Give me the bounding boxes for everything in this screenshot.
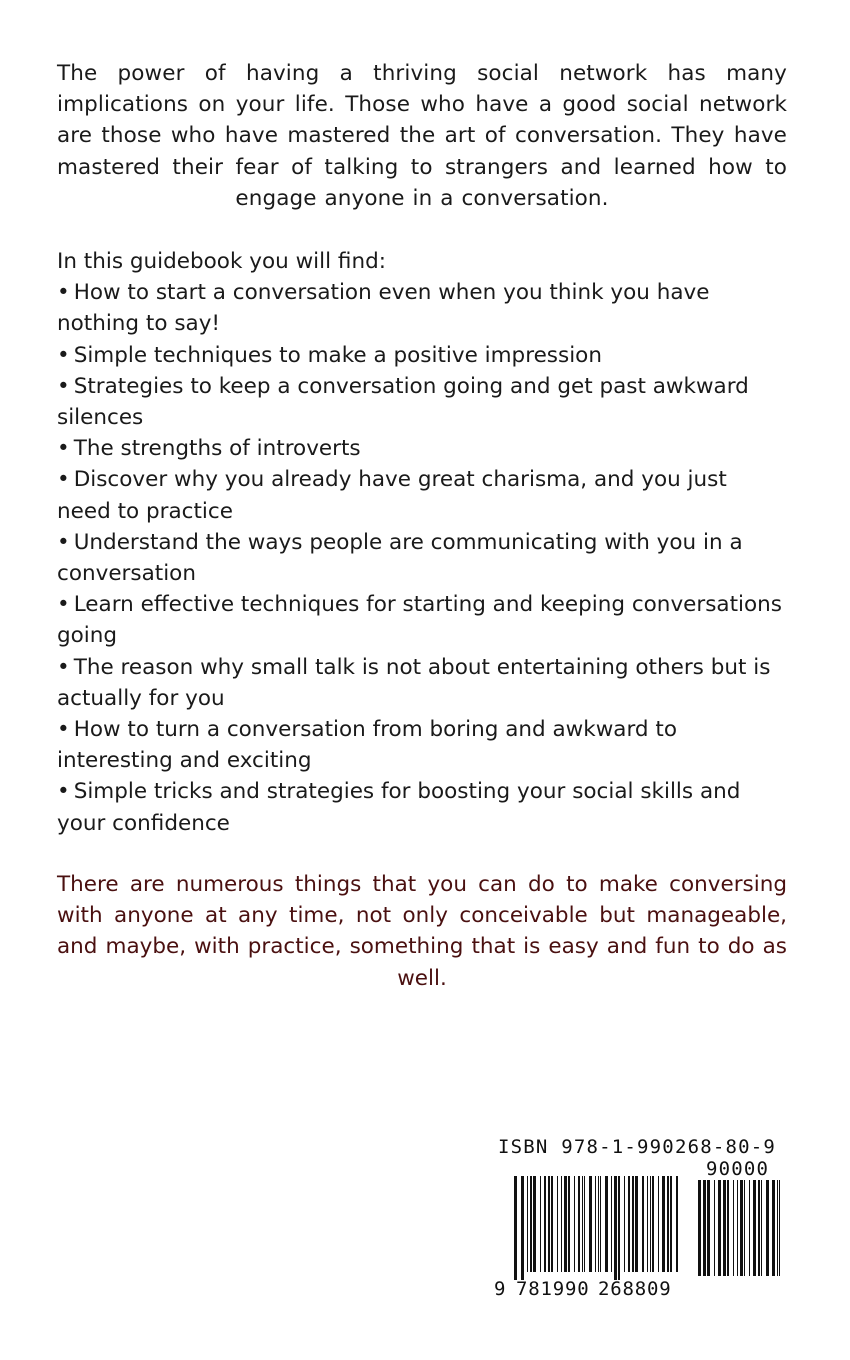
list-item-text: Understand the ways people are communicating with you in a conversation (57, 529, 743, 587)
barcode-left-digits: 781990 (516, 1278, 590, 1300)
list-item (57, 714, 787, 776)
barcode-bar (611, 1176, 612, 1272)
barcode-bar (749, 1180, 750, 1276)
barcode-bar (662, 1176, 665, 1272)
barcode-bar (642, 1176, 644, 1272)
bullet-icon: • (57, 592, 70, 618)
barcode-bar (600, 1176, 601, 1272)
barcode-main-bars (514, 1176, 678, 1280)
list-item-text: Simple tricks and strategies for boosting your social skills and your confidence (57, 779, 741, 836)
barcode-bar (753, 1180, 756, 1276)
barcode-first-digit: 9 (494, 1278, 506, 1300)
barcode-bar (635, 1176, 638, 1272)
barcode-bar (548, 1176, 550, 1272)
barcode-bar (514, 1176, 517, 1280)
guide-list (57, 277, 787, 839)
barcode-bar (647, 1176, 648, 1272)
bullet-icon: • (57, 436, 70, 462)
barcode-bar (650, 1176, 651, 1272)
list-item-text: Strategies to keep a conversation going and get past awkward silences (57, 373, 749, 431)
guide-heading: In this guidebook you will find: (57, 249, 386, 274)
list-item-text: The strengths of introverts (73, 436, 361, 462)
bullet-icon: • (57, 717, 70, 743)
barcode-bar (652, 1176, 654, 1272)
barcode-bar (779, 1180, 780, 1276)
barcode-bar (551, 1176, 553, 1272)
barcode-bar (676, 1176, 678, 1272)
barcode-bar (667, 1176, 669, 1272)
isbn-label: ISBN 978-1-990268-80-9 (498, 1136, 777, 1158)
barcode-bar (632, 1176, 634, 1272)
barcode-bar (718, 1180, 721, 1276)
barcode-bar (737, 1180, 738, 1276)
barcode-bar (777, 1180, 778, 1276)
barcode-bar (628, 1176, 630, 1272)
bullet-icon: • (57, 280, 70, 306)
barcode-bar (744, 1180, 745, 1276)
list-item (57, 277, 787, 339)
barcode-bar (703, 1180, 706, 1276)
barcode-bar (544, 1176, 546, 1272)
guide-section (57, 246, 787, 839)
bullet-icon: • (57, 373, 70, 399)
barcode-bar (574, 1176, 575, 1272)
barcode-bar (568, 1176, 570, 1272)
list-item-text: The reason why small talk is not about entertaining others but is actually for you (57, 654, 771, 711)
barcode-bar (595, 1176, 596, 1272)
barcode-bar (758, 1180, 760, 1276)
barcode-bar (714, 1180, 715, 1276)
list-item (57, 371, 787, 433)
barcode-bar (605, 1176, 608, 1272)
barcode-bar (527, 1176, 528, 1272)
barcode-right-digits: 268809 (598, 1278, 672, 1300)
barcode-bar (533, 1176, 536, 1272)
barcode-bars (488, 1176, 788, 1282)
list-item-text: How to start a conversation even when you think you have nothing to say! (57, 280, 710, 337)
barcode-addon-bars (698, 1180, 780, 1276)
list-item-text: Discover why you already have great charisma, and you just need to practice (57, 467, 727, 524)
list-item (57, 527, 787, 589)
barcode-bar (658, 1176, 659, 1272)
barcode-bar (698, 1180, 701, 1276)
barcode-bar (530, 1176, 532, 1272)
isbn-barcode (488, 1136, 788, 1306)
barcode-bar (598, 1176, 599, 1272)
list-item (57, 652, 787, 714)
closing-paragraph: There are numerous things that you can do to make conversing with anyone at any time, not only conceivable but manageable, and maybe, with practice, something that is easy and fun to do as well. (57, 872, 787, 991)
barcode-bar (624, 1176, 625, 1272)
barcode-bar (582, 1176, 583, 1272)
barcode-bar (727, 1180, 729, 1276)
barcode-bar (618, 1176, 620, 1280)
bullet-icon: • (57, 529, 70, 555)
bullet-icon: • (57, 654, 70, 680)
barcode-bar (614, 1176, 617, 1280)
barcode-bar (761, 1180, 762, 1276)
bullet-icon: • (57, 467, 70, 493)
list-item (57, 776, 787, 838)
barcode-bar (584, 1176, 585, 1272)
list-item-text: Learn effective techniques for starting and keeping conversations going (57, 592, 782, 649)
barcode-bar (723, 1180, 726, 1276)
list-item (57, 340, 787, 371)
barcode-bar (540, 1176, 541, 1272)
bullet-icon: • (57, 342, 70, 368)
price-code: 90000 (706, 1158, 770, 1180)
barcode-bar (670, 1176, 672, 1272)
barcode-bar (707, 1180, 710, 1276)
barcode-bar (740, 1180, 743, 1276)
list-item-text: Simple techniques to make a positive impression (73, 342, 602, 368)
list-item-text: How to turn a conversation from boring and awkward to interesting and exciting (57, 717, 677, 774)
barcode-bar (772, 1180, 775, 1276)
intro-paragraph: The power of having a thriving social network has many implications on your life. Those who have a good social network are those who have mastered the art of conversation. They have mastered their fear of talking to strangers and learned how to engage anyone in a conversation. (57, 61, 787, 211)
barcode-bar (564, 1176, 567, 1272)
bullet-icon: • (57, 779, 70, 805)
list-item (57, 589, 787, 651)
barcode-bar (561, 1176, 562, 1272)
barcode-bar (589, 1176, 592, 1272)
barcode-bar (521, 1176, 524, 1280)
barcode-bar (766, 1180, 769, 1276)
barcode-bar (557, 1176, 558, 1272)
list-item (57, 464, 787, 526)
barcode-bar (733, 1180, 734, 1276)
list-item (57, 433, 787, 464)
barcode-bar (578, 1176, 580, 1272)
